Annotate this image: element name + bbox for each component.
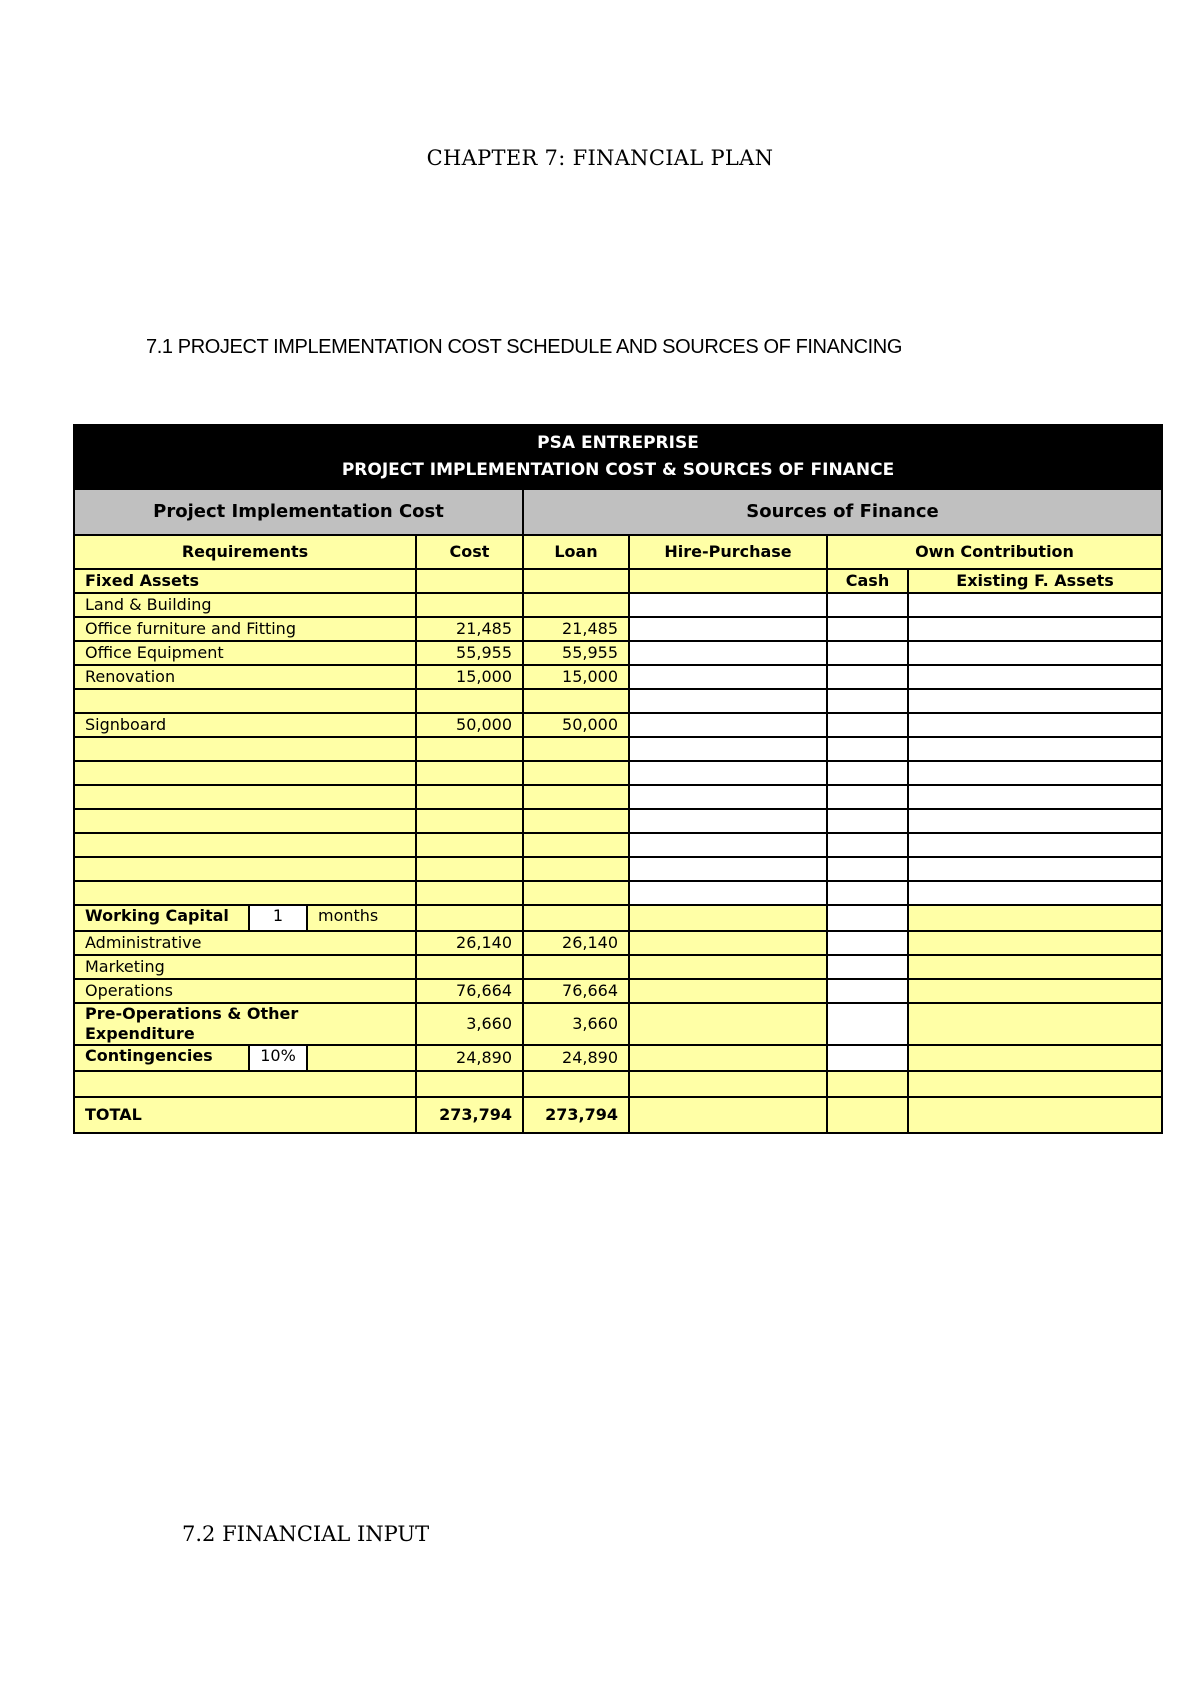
- table-row: [74, 641, 1162, 665]
- table-row: [74, 955, 1162, 979]
- row-loan: 26,140: [523, 931, 629, 955]
- row-loan: 55,955: [523, 641, 629, 665]
- table-title: [74, 425, 1162, 489]
- table-row: [74, 737, 1162, 761]
- contingencies-label: Contingencies: [85, 1046, 213, 1065]
- col-own-contribution: Own Contribution: [827, 535, 1162, 569]
- company-name: PSA ENTREPRISE: [537, 433, 699, 453]
- col-cost: Cost: [416, 535, 523, 569]
- table-row: [74, 1003, 1162, 1045]
- working-capital-row: [74, 905, 1162, 931]
- row-loan: 76,664: [523, 979, 629, 1003]
- row-label: Marketing: [74, 955, 416, 979]
- row-label: Pre-Operations & Other Expenditure: [74, 1003, 416, 1045]
- row-label: Office furniture and Fitting: [74, 617, 416, 641]
- row-cost: [416, 593, 523, 617]
- row-cost: 50,000: [416, 713, 523, 737]
- total-loan: 273,794: [523, 1097, 629, 1133]
- col-hire-purchase: Hire-Purchase: [629, 535, 827, 569]
- col-cash: Cash: [827, 569, 908, 593]
- group-implementation-cost: Project Implementation Cost: [74, 489, 523, 535]
- row-loan: 21,485: [523, 617, 629, 641]
- row-label: Signboard: [74, 713, 416, 737]
- row-loan: [523, 955, 629, 979]
- col-loan: Loan: [523, 535, 629, 569]
- working-capital-label: Working Capital: [85, 906, 229, 925]
- row-loan: 50,000: [523, 713, 629, 737]
- table-row: [74, 713, 1162, 737]
- row-loan: 24,890: [523, 1045, 629, 1071]
- contingencies-row: [74, 1045, 1162, 1071]
- table-row: [74, 857, 1162, 881]
- row-label: Operations: [74, 979, 416, 1003]
- table-row: [74, 617, 1162, 641]
- total-row: [74, 1097, 1162, 1133]
- column-header-row: [74, 535, 1162, 569]
- months-label: months: [318, 906, 379, 925]
- row-cost: 76,664: [416, 979, 523, 1003]
- row-cost: 3,660: [416, 1003, 523, 1045]
- table-row: [74, 1071, 1162, 1097]
- group-sources-of-finance: Sources of Finance: [523, 489, 1162, 535]
- table-row: [74, 593, 1162, 617]
- col-requirements: Requirements: [74, 535, 416, 569]
- group-header-row: [74, 489, 1162, 535]
- table-row: [74, 569, 1162, 593]
- row-cost: 15,000: [416, 665, 523, 689]
- row-cost: 26,140: [416, 931, 523, 955]
- row-label: Renovation: [74, 665, 416, 689]
- table-header: [74, 425, 1162, 489]
- total-cost: 273,794: [416, 1097, 523, 1133]
- row-label: Land & Building: [74, 593, 416, 617]
- col-existing-assets: Existing F. Assets: [908, 569, 1162, 593]
- row-cost: 21,485: [416, 617, 523, 641]
- table-subtitle: PROJECT IMPLEMENTATION COST & SOURCES OF FINANCE: [341, 460, 895, 480]
- table-row: [74, 931, 1162, 955]
- row-cost: 24,890: [416, 1045, 523, 1071]
- table-row: [74, 665, 1162, 689]
- total-label: TOTAL: [74, 1097, 416, 1133]
- row-loan: 3,660: [523, 1003, 629, 1045]
- table-row: [74, 979, 1162, 1003]
- row-loan: 15,000: [523, 665, 629, 689]
- table-row: [74, 881, 1162, 905]
- section-71-title: 7.1 PROJECT IMPLEMENTATION COST SCHEDULE AND SOURCES OF FINANCING: [146, 336, 902, 358]
- row-label: Administrative: [74, 931, 416, 955]
- row-loan: [523, 593, 629, 617]
- row-cost: 55,955: [416, 641, 523, 665]
- chapter-title: CHAPTER 7: FINANCIAL PLAN: [426, 146, 774, 170]
- row-cost: [416, 955, 523, 979]
- table-row: [74, 833, 1162, 857]
- table-row: [74, 689, 1162, 713]
- contingencies-pct-input[interactable]: 10%: [248, 1046, 308, 1070]
- cost-schedule-table: [73, 424, 1163, 1134]
- table-row: [74, 809, 1162, 833]
- fixed-assets-label: Fixed Assets: [74, 569, 416, 593]
- row-label: Office Equipment: [74, 641, 416, 665]
- table-row: [74, 785, 1162, 809]
- table-row: [74, 761, 1162, 785]
- working-capital-months-input[interactable]: 1: [248, 906, 308, 930]
- section-72-title: 7.2 FINANCIAL INPUT: [182, 1522, 430, 1546]
